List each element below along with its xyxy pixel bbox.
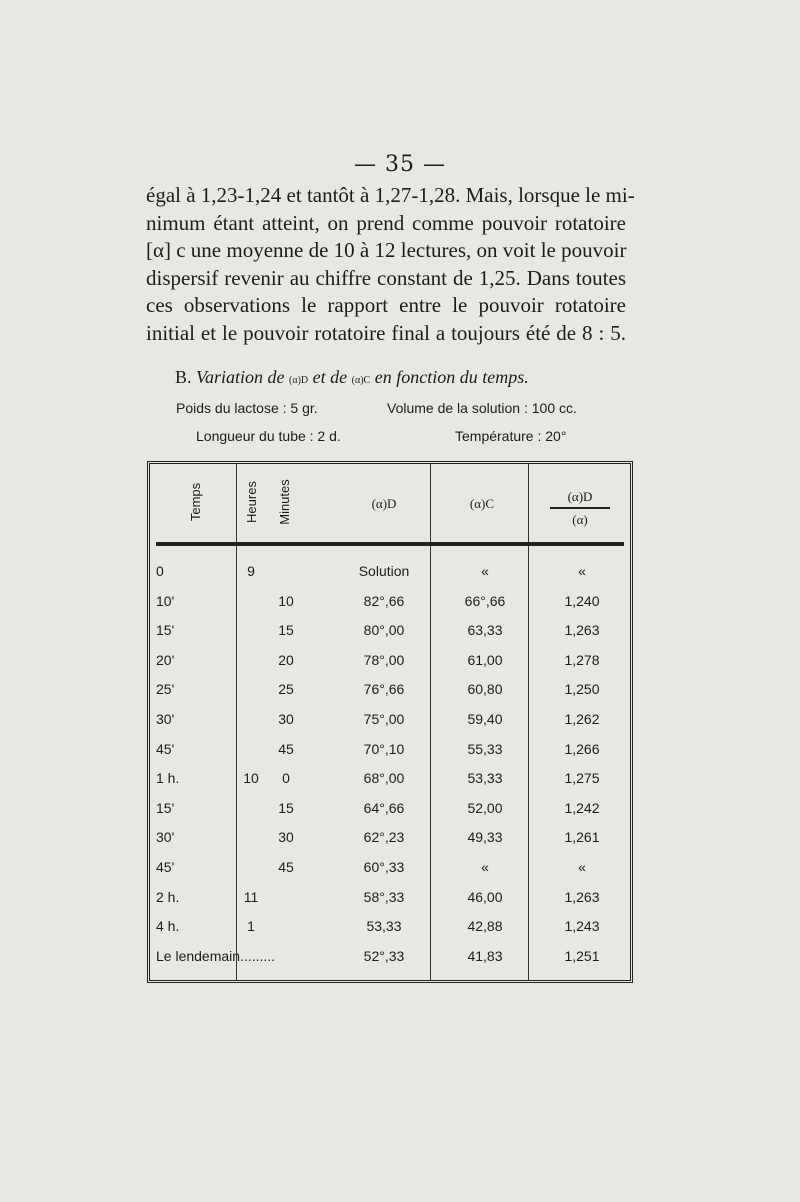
- cell-ratio: 1,263: [564, 888, 600, 905]
- paragraph-line: dispersif revenir au chiffre constant de 1,25. Dans toutes: [146, 265, 626, 290]
- table-row: [150, 734, 630, 764]
- cell-ratio: 1,250: [564, 681, 600, 698]
- table-row: [150, 793, 630, 823]
- cell-alpha-c: 55,33: [467, 740, 503, 757]
- paragraph-line: nimum étant atteint, on prend comme pouvoir rotatoire: [146, 210, 626, 235]
- cell-ratio: 1,243: [564, 918, 600, 935]
- paragraph-line: égal à 1,23-1,24 et tantôt à 1,27-1,28. Mais, lorsque le mi-: [146, 183, 635, 207]
- alpha-d-subscript: D: [300, 375, 309, 386]
- header-alpha-d: (α)D: [371, 496, 397, 511]
- paragraph-line: [α] c une moyenne de 10 à 12 lectures, on voit le pouvoir: [146, 238, 627, 262]
- table-row: [150, 645, 630, 675]
- cell-heures: 10: [243, 770, 259, 787]
- header-temps: Temps: [188, 482, 203, 522]
- cell-alpha-d: 64°,66: [363, 799, 405, 816]
- cell-alpha-c: 42,88: [467, 918, 503, 935]
- cell-ratio: «: [578, 859, 586, 875]
- table-row: [150, 704, 630, 734]
- tube-length: Longueur du tube : 2 d.: [196, 428, 341, 444]
- table-row: [150, 822, 630, 852]
- page-number: — 35 —: [354, 152, 446, 177]
- cell-alpha-d: 82°,66: [363, 592, 405, 609]
- cell-minutes: 45: [278, 859, 294, 875]
- cell-alpha-d: 78°,00: [363, 651, 405, 668]
- cell-minutes: 45: [278, 740, 294, 757]
- cell-alpha-c: 52,00: [467, 799, 503, 816]
- cell-temps: 30': [156, 829, 175, 846]
- lactose-weight: Poids du lactose : 5 gr.: [176, 400, 318, 416]
- alpha-d-symbol: (α): [289, 375, 301, 386]
- section-letter: B.: [175, 367, 192, 387]
- paragraph-line: initial et le pouvoir rotatoire final a toujours été de 8 : 5.: [146, 320, 626, 345]
- table-row: [150, 852, 630, 882]
- table-row: [150, 586, 630, 616]
- cell-alpha-c: 46,00: [467, 888, 503, 905]
- cell-temps: 15': [156, 622, 175, 639]
- data-table: [147, 461, 633, 983]
- header-heures: Heures: [244, 481, 259, 523]
- table-row: [150, 911, 630, 941]
- cell-temps: 20': [156, 651, 175, 668]
- cell-alpha-d: 76°,66: [363, 681, 405, 698]
- cell-temps: 45': [156, 859, 175, 875]
- cell-ratio: «: [578, 563, 586, 579]
- cell-alpha-d: 70°,10: [363, 740, 405, 757]
- cell-minutes: 30: [278, 711, 294, 727]
- cell-alpha-c: 63,33: [467, 622, 503, 639]
- cell-temps: 0: [156, 563, 164, 579]
- section-text-3: en fonction du temps.: [374, 367, 529, 387]
- cell-alpha-d: 80°,00: [363, 622, 405, 639]
- cell-alpha-c: 53,33: [467, 770, 503, 787]
- cell-temps: 10': [156, 592, 175, 609]
- table-row: [150, 674, 630, 704]
- header-rule: [156, 542, 624, 546]
- alpha-c-symbol: (α): [351, 375, 364, 386]
- cell-ratio: 1,242: [564, 799, 600, 816]
- cell-alpha-d: 52°,33: [363, 947, 405, 964]
- cell-minutes: 30: [278, 829, 294, 846]
- table-row: [150, 882, 630, 912]
- header-ratio-denominator: (α): [572, 512, 588, 527]
- cell-alpha-d: 53,33: [366, 918, 402, 935]
- cell-heures: 1: [247, 918, 255, 935]
- cell-minutes: 25: [278, 681, 294, 698]
- cell-ratio: 1,266: [564, 740, 600, 757]
- temperature: Température : 20°: [455, 428, 567, 444]
- cell-alpha-d: Solution: [358, 563, 410, 579]
- header-alpha-c: (α)C: [469, 496, 495, 511]
- cell-alpha-c: «: [481, 859, 489, 875]
- cell-alpha-c: «: [481, 563, 489, 579]
- cell-alpha-c: 59,40: [467, 711, 503, 727]
- cell-alpha-d: 68°,00: [363, 770, 405, 787]
- section-text-2: et de: [312, 367, 348, 387]
- body-paragraph: [146, 182, 635, 347]
- cell-minutes: 20: [278, 651, 294, 668]
- cell-alpha-c: 61,00: [467, 651, 503, 668]
- cell-minutes: 10: [278, 592, 294, 609]
- cell-temps: Le lendemain.........: [156, 947, 276, 964]
- cell-temps: 1 h.: [156, 770, 180, 787]
- cell-ratio: 1,261: [564, 829, 600, 846]
- cell-minutes: 15: [278, 622, 294, 639]
- cell-temps: 2 h.: [156, 888, 180, 905]
- table-row: [150, 763, 630, 793]
- cell-alpha-c: 66°,66: [464, 592, 506, 609]
- cell-ratio: 1,278: [564, 651, 600, 668]
- solution-volume: Volume de la solution : 100 cc.: [387, 400, 577, 416]
- cell-minutes: 0: [282, 770, 290, 787]
- cell-ratio: 1,240: [564, 592, 600, 609]
- cell-heures: 9: [247, 563, 255, 579]
- cell-alpha-d: 75°,00: [363, 711, 405, 727]
- table-row: [150, 615, 630, 645]
- section-heading: [175, 367, 635, 388]
- cell-temps: 45': [156, 740, 175, 757]
- cell-ratio: 1,262: [564, 711, 600, 727]
- cell-ratio: 1,263: [564, 622, 600, 639]
- cell-alpha-d: 60°,33: [363, 859, 405, 875]
- cell-temps: 25': [156, 681, 175, 698]
- cell-alpha-c: 60,80: [467, 681, 503, 698]
- cell-alpha-c: 41,83: [467, 947, 503, 964]
- cell-ratio: 1,275: [564, 770, 600, 787]
- cell-heures: 11: [243, 888, 259, 905]
- header-ratio-fraction-bar: [550, 507, 610, 509]
- cell-alpha-d: 58°,33: [363, 888, 405, 905]
- cell-alpha-d: 62°,23: [363, 829, 405, 846]
- section-text-1: Variation de: [196, 367, 285, 387]
- cell-alpha-c: 49,33: [467, 829, 503, 846]
- table-row: [150, 941, 630, 971]
- cell-minutes: 15: [278, 799, 294, 816]
- cell-temps: 30': [156, 711, 175, 727]
- paragraph-line: ces observations le rapport entre le pouvoir rotatoire: [146, 293, 626, 317]
- cell-ratio: 1,251: [564, 947, 600, 964]
- table-row: [150, 556, 630, 586]
- header-ratio-numerator: (α)D: [567, 489, 593, 504]
- alpha-c-subscript: C: [363, 375, 371, 386]
- cell-temps: 15': [156, 799, 175, 816]
- cell-temps: 4 h.: [156, 918, 180, 935]
- header-minutes: Minutes: [277, 479, 292, 525]
